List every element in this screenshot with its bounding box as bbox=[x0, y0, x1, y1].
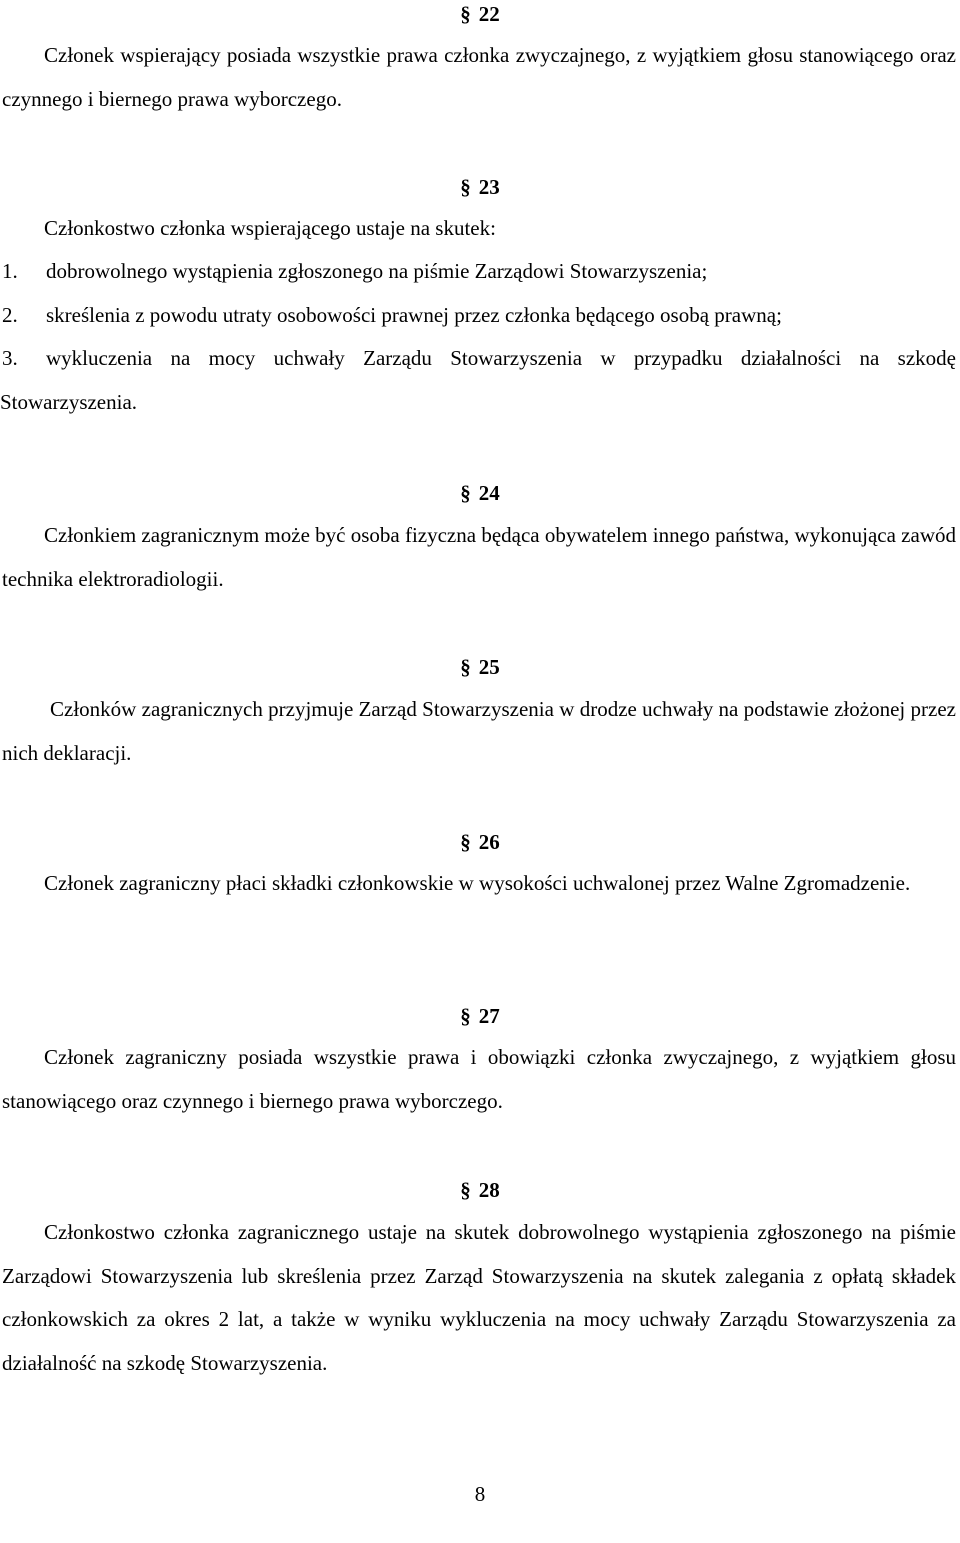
page-number: 8 bbox=[474, 1482, 486, 1506]
section-symbol: § bbox=[460, 655, 471, 679]
section-number: 28 bbox=[478, 1178, 500, 1202]
section-number: 25 bbox=[478, 655, 500, 679]
section-heading-25 bbox=[0, 655, 960, 679]
section-heading-28 bbox=[0, 1178, 960, 1202]
section-heading-26 bbox=[0, 830, 960, 854]
list-item bbox=[0, 250, 956, 294]
section-25-text: Członków zagranicznych przyjmuje Zarząd Stowarzyszenia w drodze uchwały na podstawie złożonej przez nich deklaracji. bbox=[2, 697, 956, 765]
section-symbol: § bbox=[460, 1004, 471, 1028]
section-23-text: Członkostwo członka wspierającego ustaje na skutek: bbox=[44, 216, 496, 240]
section-28-text: Członkostwo członka zagranicznego ustaje na skutek dobrowolnego wystąpienia zgłoszonego na piśmie Zarządowi Stowarzyszenia lub skreślenia przez Zarząd Stowarzyszenia na skutek zalegania z opłatą składek członkowskich za okres 2 lat, a także w wyniku wykluczenia na mocy uchwały Zarządu Stowarzyszenia za działalność na szkodę Stowarzyszenia. bbox=[2, 1220, 956, 1375]
section-heading-24 bbox=[0, 481, 960, 505]
section-symbol: § bbox=[460, 1178, 471, 1202]
section-23-list bbox=[0, 250, 956, 424]
section-22-paragraph bbox=[2, 34, 956, 121]
section-number: 27 bbox=[478, 1004, 500, 1028]
section-heading-27 bbox=[0, 1004, 960, 1028]
section-number: 24 bbox=[478, 481, 500, 505]
section-24-paragraph bbox=[2, 514, 956, 601]
section-symbol: § bbox=[460, 481, 471, 505]
section-number: 23 bbox=[478, 175, 500, 199]
section-heading-22 bbox=[0, 2, 960, 26]
section-23-intro bbox=[2, 207, 956, 251]
section-27-paragraph bbox=[2, 1036, 956, 1123]
section-26-paragraph bbox=[2, 862, 956, 906]
section-number: 26 bbox=[478, 830, 500, 854]
section-26-text: Członek zagraniczny płaci składki członkowskie w wysokości uchwalonej przez Walne Zgromadzenie. bbox=[44, 871, 911, 895]
list-item-text: dobrowolnego wystąpienia zgłoszonego na piśmie Zarządowi Stowarzyszenia; bbox=[46, 259, 708, 283]
section-28-paragraph bbox=[2, 1211, 956, 1385]
section-symbol: § bbox=[460, 175, 471, 199]
list-item bbox=[0, 337, 956, 424]
list-item bbox=[0, 294, 956, 338]
list-item-number: 2. bbox=[2, 302, 18, 327]
section-symbol: § bbox=[460, 830, 471, 854]
section-heading-23 bbox=[0, 175, 960, 199]
list-item-text: wykluczenia na mocy uchwały Zarządu Stowarzyszenia w przypadku działalności na szkodę Stowarzyszenia. bbox=[0, 346, 956, 414]
section-symbol: § bbox=[460, 2, 471, 26]
section-number: 22 bbox=[478, 2, 500, 26]
section-24-text: Członkiem zagranicznym może być osoba fizyczna będąca obywatelem innego państwa, wykonująca zawód technika elektroradiologii. bbox=[2, 523, 956, 591]
list-item-text: skreślenia z powodu utraty osobowości prawnej przez członka będącego osobą prawną; bbox=[46, 302, 782, 327]
list-item-number: 3. bbox=[2, 346, 18, 370]
section-22-text: Członek wspierający posiada wszystkie prawa członka zwyczajnego, z wyjątkiem głosu stanowiącego oraz czynnego i biernego prawa wyborczego. bbox=[2, 43, 956, 111]
section-25-paragraph bbox=[2, 688, 956, 775]
section-27-text: Członek zagraniczny posiada wszystkie prawa i obowiązki członka zwyczajnego, z wyjątkiem głosu stanowiącego oraz czynnego i biernego prawa wyborczego. bbox=[2, 1045, 956, 1113]
list-item-number: 1. bbox=[2, 259, 18, 283]
